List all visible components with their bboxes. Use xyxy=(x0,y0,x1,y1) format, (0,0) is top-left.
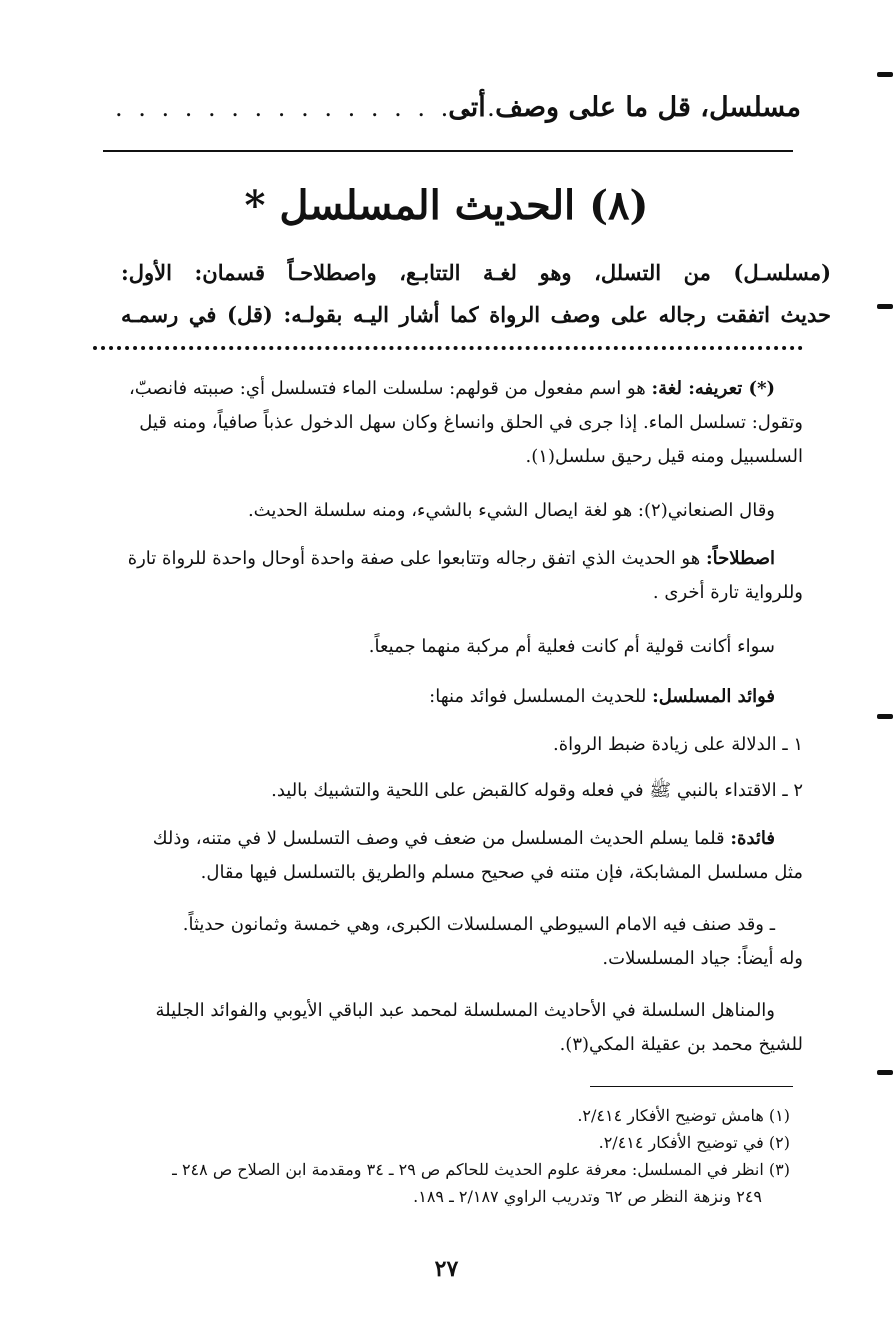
footnote-3: (٣) انظر في المسلسل: معرفة علوم الحديث للحاكم ص ٢٩ ـ ٣٤ ومقدمة ابن الصلاح ص ٢٤٨ ـ xyxy=(172,1160,790,1179)
scan-edge-mark xyxy=(877,72,893,77)
header-divider xyxy=(103,150,793,152)
benefit-item-text: ٢ ـ الاقتداء بالنبي ﷺ في فعله وقوله كالقبض على اللحية والتشبيك باليد. xyxy=(271,780,803,801)
definition-line: السلسبيل ومنه قيل رحيق سلسل(١). xyxy=(525,446,803,467)
sanani-text: وقال الصنعاني(٢): هو لغة ايصال الشيء بالشيء، ومنه سلسلة الحديث. xyxy=(247,500,775,521)
benefit-item xyxy=(88,728,803,762)
footnote-divider xyxy=(590,1086,793,1087)
suyuti-paragraph xyxy=(88,908,803,976)
manahil-line: للشيخ محمد بن عقيلة المكي(٣). xyxy=(559,1034,803,1055)
types-text: سواء أكانت قولية أم كانت فعلية أم مركبة منهما جميعاً. xyxy=(368,636,775,657)
benefit-item-text: ١ ـ الدلالة على زيادة ضبط الرواة. xyxy=(552,734,803,755)
suyuti-line: ـ وقد صنف فيه الامام السيوطي المسلسلات الكبرى، وهي خمسة وثمانون حديثاً. xyxy=(182,914,775,935)
definition-lead: (*) تعريفه: لغة: xyxy=(651,378,775,399)
manahil-paragraph xyxy=(88,994,803,1062)
definition-paragraph xyxy=(88,372,803,474)
note-line: مثل مسلسل المشابكة، فإن متنه في صحيح مسلم والطريق بالتسلسل فيها مقال. xyxy=(200,862,803,883)
benefits-text: للحديث المسلسل فوائد منها: xyxy=(429,686,647,707)
footnote-1: (١) هامش توضيح الأفكار ٢/٤١٤. xyxy=(577,1106,790,1125)
technical-definition-lead: اصطلاحاً: xyxy=(705,548,775,569)
verse-commentary-line: حديث اتفقت رجاله على وصف الرواة كما أشار اليـه بقولـه: (قل) في رسمـه xyxy=(121,302,831,327)
footnotes xyxy=(90,1102,790,1210)
definition-line: وتقول: تسلسل الماء. إذا جرى في الحلق وانساغ وكان سهل الدخول عذباً صافياً، ومنه قيل xyxy=(139,412,803,433)
manahil-line: والمناهل السلسلة في الأحاديث المسلسلة لمحمد عبد الباقي الأيوبي والفوائد الجليلة xyxy=(155,1000,775,1021)
scan-edge-mark xyxy=(877,304,893,309)
header-verse: مسلسل، قل ما على وصف أتى xyxy=(448,92,801,123)
definition-text: هو اسم مفعول من قولهم: سلسلت الماء فتسلسل أي: صببته فانصبّ، xyxy=(128,378,646,399)
benefit-item xyxy=(88,774,803,808)
sanani-paragraph xyxy=(85,494,775,528)
suyuti-line: وله أيضاً: جياد المسلسلات. xyxy=(602,948,803,969)
note-text: قلما يسلم الحديث المسلسل من ضعف في وصف التسلسل لا في متنه، وذلك xyxy=(152,828,725,849)
note-paragraph xyxy=(88,822,803,890)
types-paragraph xyxy=(85,630,775,664)
technical-definition-line: وللرواية تارة أخرى . xyxy=(652,582,803,603)
footnote-3-continuation: ٢٤٩ ونزهة النظر ص ٦٢ وتدريب الراوي ٢/١٨٧ ـ ١٨٩. xyxy=(413,1187,762,1206)
benefits-paragraph xyxy=(85,680,775,714)
scan-edge-mark xyxy=(877,714,893,719)
note-lead: فائدة: xyxy=(730,828,775,849)
page-number: ٢٧ xyxy=(434,1256,459,1282)
verse-commentary xyxy=(121,252,831,336)
technical-definition-text: هو الحديث الذي اتفق رجاله وتتابعوا على صفة واحدة أوحال واحدة للرواة تارة xyxy=(127,548,701,569)
footnote-2: (٢) في توضيح الأفكار ٢/٤١٤. xyxy=(598,1133,790,1152)
header-dots: . . . . . . . . . . . . . . . . . . xyxy=(115,94,523,122)
dotted-divider xyxy=(93,346,803,350)
chapter-title: (٨) الحديث المسلسل * xyxy=(244,182,649,229)
benefits-lead: فوائد المسلسل: xyxy=(652,686,775,707)
technical-definition-paragraph xyxy=(88,542,803,610)
scan-edge-mark xyxy=(877,1070,893,1075)
verse-commentary-line: (مسلسـل) من التسلل، وهو لغـة التتابـع، واصطلاحـاً قسمان: الأول: xyxy=(121,260,831,285)
